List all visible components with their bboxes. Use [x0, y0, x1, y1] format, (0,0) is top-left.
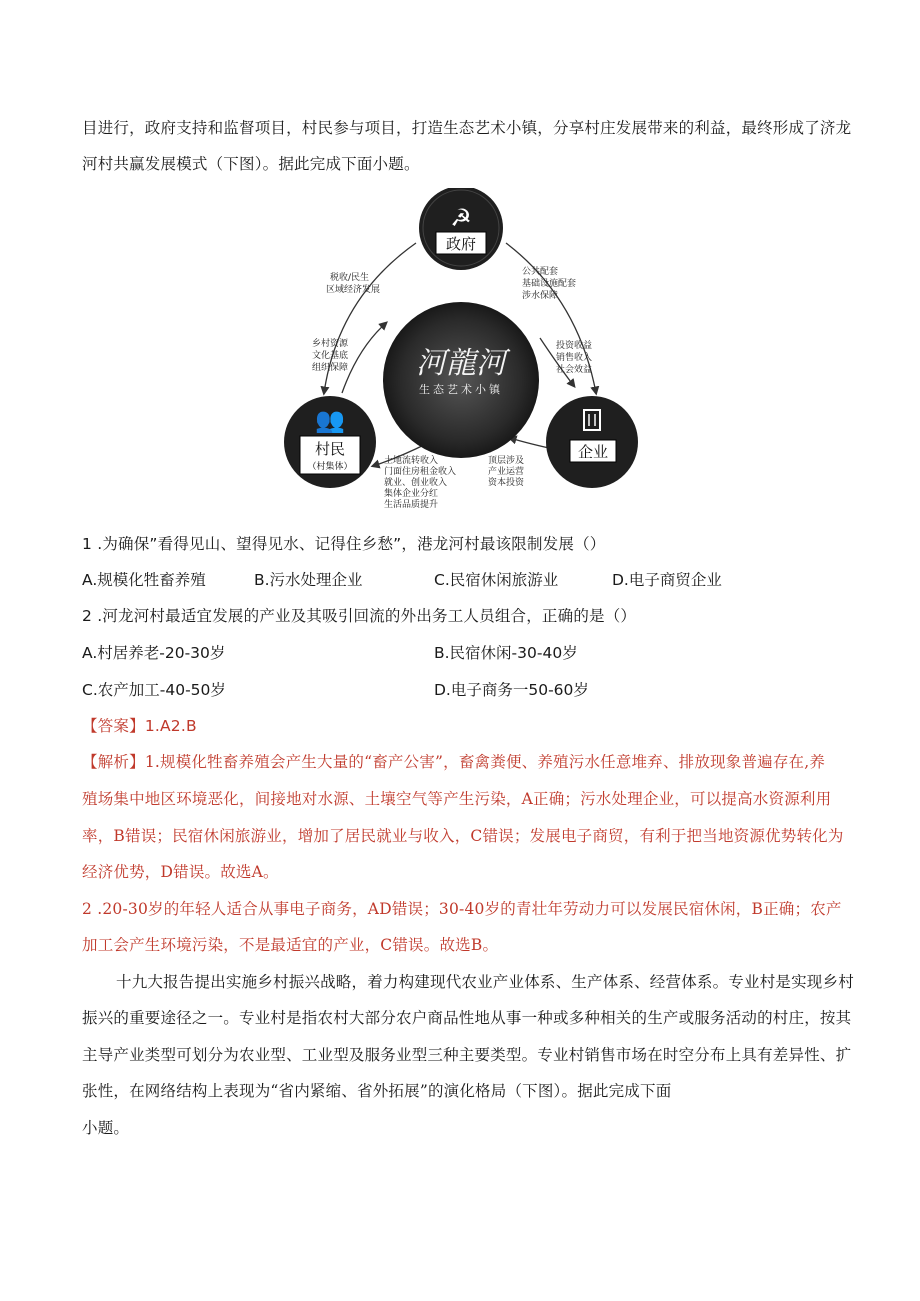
- hammer-sickle-icon: ☭: [450, 204, 472, 232]
- passage2-line-2: 振兴的重要途径之一。专业村是指农村大部分农户商品性地从事一种或多种相关的生产或服务活动的村庄，按其: [82, 1009, 852, 1027]
- government-node: [419, 188, 503, 270]
- center-title: 河龍河: [416, 346, 506, 381]
- question-1-stem: 1 .为确保”看得见山、望得见水、记得住乡愁”，港龙河村最该限制发展（）: [82, 535, 606, 553]
- label-villagers-center-2: 文化基底: [312, 351, 349, 361]
- q2-option-b: B.民宿休闲-30-40岁: [434, 644, 578, 662]
- label-center-enterprise-2: 销售收入: [556, 353, 593, 363]
- analysis-line-2: 殖场集中地区环境恶化，间接地对水源、土壤空气等产生污染，A正确；污水处理企业，可以提高水资源利用: [82, 790, 832, 808]
- villagers-label: 村民: [314, 440, 346, 458]
- passage2-line-3: 主导产业类型可划分为农业型、工业型及服务业型三种主要类型。专业村销售市场在时空分布上具有差异性、扩: [82, 1046, 852, 1064]
- q2-option-a: A.村居养老-20-30岁: [82, 644, 226, 662]
- answer-text: 1.A2.B: [144, 717, 197, 735]
- q2-option-c: C.农产加工-40-50岁: [82, 681, 226, 699]
- analysis-tag: 【解析】: [82, 753, 145, 771]
- answer-line: [82, 714, 197, 736]
- enterprise-label: 企业: [577, 443, 609, 461]
- q1-option-d: D.电子商贸企业: [612, 571, 722, 589]
- q2-option-d: D.电子商务一50-60岁: [434, 681, 589, 699]
- passage2-line-4: 张性，在网络结构上表现为“省内紧缩、省外拓展”的演化格局（下图）。据此完成下面: [82, 1082, 672, 1100]
- label-gov-villagers-1: 税收/民生: [330, 273, 370, 283]
- label-center-villagers-5: 生活品质提升: [384, 500, 439, 510]
- label-center-enterprise-1: 投资收益: [556, 341, 593, 351]
- analysis-text-1: 1.规模化牲畜养殖会产生大量的“畜产公害”，畜禽粪便、养殖污水任意堆弃、排放现象普遍存在,养: [144, 753, 826, 771]
- label-gov-enterprise-2: 基础设施配套: [522, 279, 577, 289]
- label-center-villagers-4: 集体企业分红: [384, 489, 439, 499]
- q1-option-a: A.规模化牲畜养殖: [82, 571, 206, 589]
- center-town-node: [383, 302, 539, 458]
- label-enterprise-center-1: 顶层涉及: [488, 456, 525, 466]
- answer-tag: 【答案】: [82, 717, 145, 735]
- center-subtitle: 生态艺术小镇: [419, 383, 503, 396]
- q1-option-b: B.污水处理企业: [254, 571, 363, 589]
- label-center-villagers-1: 土地流转收入: [384, 456, 439, 466]
- label-gov-villagers-2: 区域经济发展: [326, 285, 381, 295]
- label-center-villagers-3: 就业、创业收入: [384, 478, 448, 488]
- label-gov-enterprise-1: 公共配套: [522, 267, 559, 277]
- analysis-line-1: [82, 750, 825, 772]
- label-center-enterprise-3: 社会效益: [556, 365, 593, 375]
- label-villagers-center-1: 乡村资源: [312, 339, 349, 349]
- intro-line-2: 河村共赢发展模式（下图）。据此完成下面小题。: [82, 155, 420, 173]
- development-model-diagram: [278, 188, 642, 510]
- villagers-node: [284, 396, 376, 488]
- label-enterprise-center-2: 产业运营: [488, 467, 525, 477]
- analysis-line-6: 加工会产生环境污染，不是最适宜的产业，C错误。故选B。: [82, 936, 499, 954]
- villagers-sublabel: （村集体）: [307, 462, 353, 472]
- arrow-villagers-to-center: [342, 323, 386, 393]
- question-2-stem: 2 .河龙河村最适宜发展的产业及其吸引回流的外出务工人员组合，正确的是（）: [82, 607, 637, 625]
- q1-option-c: C.民宿休闲旅游业: [434, 571, 559, 589]
- label-center-villagers-2: 门面住房租金收入: [384, 467, 457, 477]
- label-enterprise-center-3: 资本投资: [488, 478, 525, 488]
- passage2-line-1: 十九大报告提出实施乡村振兴战略，着力构建现代农业产业体系、生产体系、经营体系。专业村是实现乡村: [116, 973, 854, 991]
- intro-line-1: 目进行，政府支持和监督项目，村民参与项目，打造生态艺术小镇，分享村庄发展带来的利益，最终形成了济龙: [82, 119, 852, 137]
- analysis-line-5: 2 .20-30岁的年轻人适合从事电子商务，AD错误；30-40岁的青壮年劳动力可以发展民宿休闲，B正确；农产: [82, 900, 842, 918]
- analysis-line-4: 经济优势，D错误。故选A。: [82, 863, 279, 881]
- enterprise-node: [546, 396, 638, 488]
- label-gov-enterprise-3: 涉水保障: [522, 291, 559, 301]
- label-villagers-center-3: 组织保障: [312, 363, 349, 373]
- passage2-line-5: 小题。: [82, 1119, 130, 1137]
- government-label: 政府: [445, 235, 477, 253]
- people-icon: 👥: [315, 406, 345, 434]
- analysis-line-3: 率，B错误；民宿休闲旅游业，增加了居民就业与收入，C错误；发展电子商贸，有利于把当地资源优势转化为: [82, 827, 844, 845]
